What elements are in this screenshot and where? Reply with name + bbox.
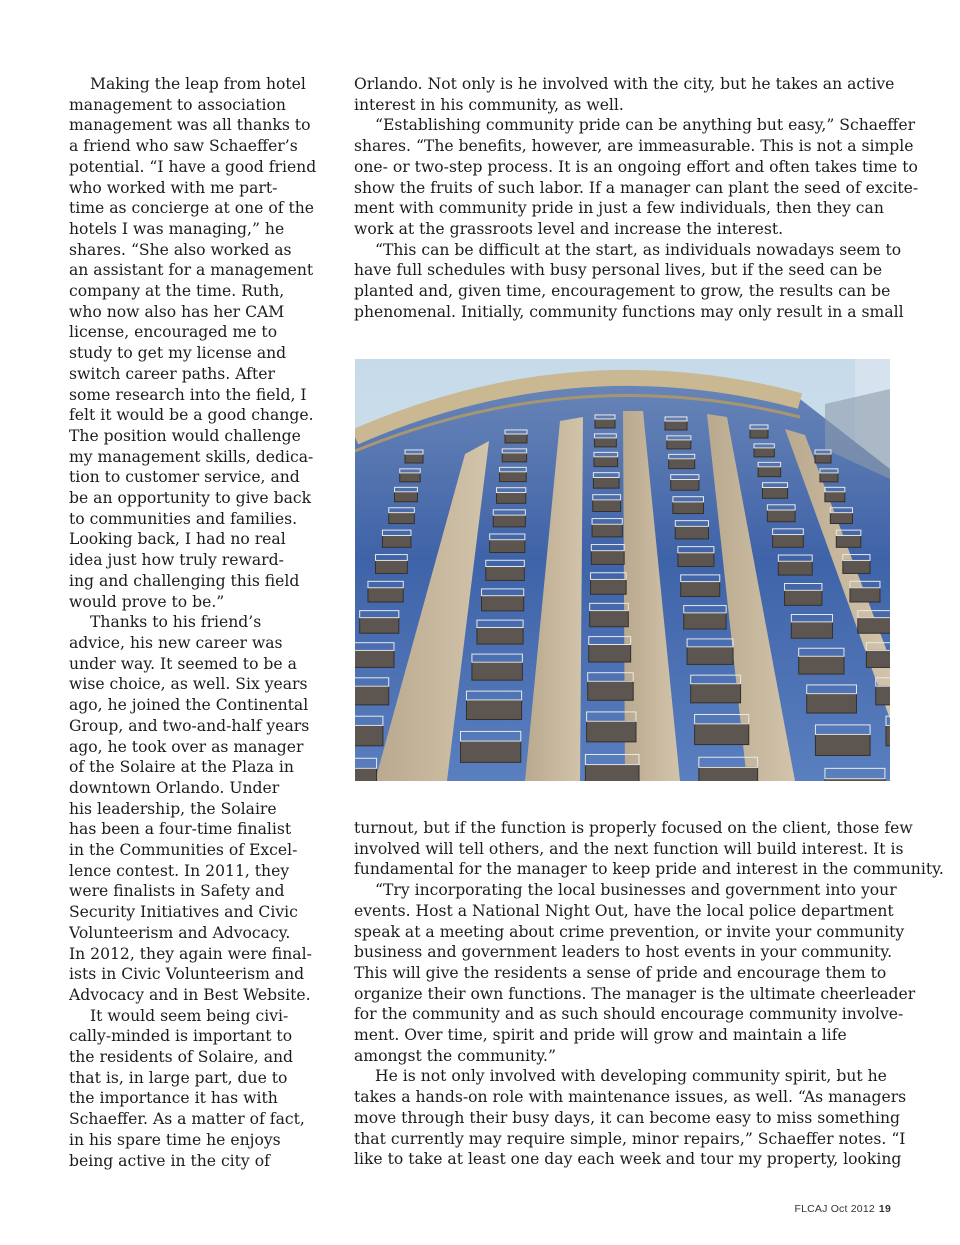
text-line: “Establishing community pride can be anything but easy,” Schaeffer — [375, 116, 916, 135]
text-line: the importance it has with — [69, 1089, 278, 1108]
balcony — [505, 434, 527, 443]
text-line: advice, his new career was — [69, 633, 283, 652]
balcony — [799, 656, 844, 674]
right-column-bottom — [354, 818, 944, 1170]
balcony — [778, 561, 812, 575]
balcony — [405, 454, 423, 463]
balcony — [820, 473, 838, 482]
text-line: ing and challenging this field — [69, 571, 300, 590]
balcony — [490, 540, 525, 553]
balcony — [665, 421, 687, 430]
balcony — [750, 429, 768, 438]
balcony — [497, 493, 526, 504]
text-line: phenomenal. Initially, community functions may only result in a small — [354, 302, 904, 321]
balcony — [699, 767, 758, 781]
text-line: fundamental for the manager to keep pride and interest in the community. — [354, 860, 944, 879]
balcony — [376, 560, 408, 573]
balcony — [791, 622, 832, 638]
text-line: Orlando. Not only is he involved with the city, but he takes an active — [354, 75, 895, 93]
balcony — [669, 459, 695, 469]
text-line: a friend who saw Schaeffer’s — [69, 137, 298, 156]
text-line: move through their busy days, it can become easy to miss something — [354, 1108, 900, 1127]
balcony — [691, 684, 741, 703]
balcony — [355, 650, 394, 667]
balcony — [590, 611, 629, 627]
balcony — [858, 618, 890, 634]
balcony — [886, 725, 890, 745]
text-line: to communities and families. — [69, 509, 298, 528]
paragraph — [69, 1006, 331, 1172]
paragraph — [354, 818, 944, 880]
balcony — [472, 662, 522, 680]
text-line: management was all thanks to — [69, 116, 311, 135]
text-line: who now also has her CAM — [69, 302, 285, 321]
paragraph — [69, 612, 331, 1005]
text-line: “Try incorporating the local businesses and government into your — [375, 881, 897, 900]
paragraph — [354, 74, 895, 115]
balcony — [591, 579, 627, 594]
balcony — [843, 560, 870, 573]
balcony — [594, 438, 616, 447]
balcony — [493, 515, 525, 527]
text-line: He is not only involved with developing community spirit, but he — [375, 1067, 887, 1086]
text-line: The position would challenge — [69, 426, 301, 445]
text-line: show the fruits of such labor. If a manager can plant the seed of excite- — [354, 178, 919, 197]
text-line: turnout, but if the function is properly focused on the client, those few — [354, 819, 913, 837]
balcony — [360, 618, 399, 634]
text-line: ago, he joined the Continental — [69, 696, 309, 715]
balcony — [486, 567, 525, 581]
text-line: wise choice, as well. Six years — [69, 675, 308, 694]
text-line: shares. “She also worked as — [69, 240, 292, 259]
balcony — [767, 510, 795, 522]
text-line: This will give the residents a sense of pride and encourage them to — [354, 963, 887, 982]
text-line: interest in his community, as well. — [354, 95, 624, 114]
balcony — [382, 535, 411, 547]
text-line: It would seem being civi- — [90, 1006, 289, 1025]
text-line: business and government leaders to host events in your community. — [354, 943, 893, 962]
balcony — [684, 613, 726, 629]
text-line: shares. “The benefits, however, are immeasurable. This is not a simple — [354, 137, 914, 156]
page-footer — [794, 1203, 891, 1215]
balcony — [866, 650, 890, 667]
text-line: that is, in large part, due to — [69, 1068, 288, 1087]
text-line: Schaeffer. As a matter of fact, — [69, 1110, 305, 1129]
balcony — [695, 724, 749, 745]
text-line: be an opportunity to give back — [69, 489, 312, 508]
text-line: Advocacy and in Best Website. — [69, 985, 311, 1004]
balcony — [836, 535, 861, 547]
text-line: has been a four-time finalist — [69, 820, 292, 839]
balcony — [773, 535, 804, 548]
text-line: of the Solaire at the Plaza in — [69, 758, 294, 777]
text-line: were finalists in Safety and — [69, 882, 285, 901]
text-line: that currently may require simple, minor repairs,” Schaeffer notes. “I — [354, 1129, 906, 1148]
balcony — [675, 526, 708, 539]
paragraph — [69, 74, 331, 612]
text-line: ment with community pride in just a few individuals, then they can — [354, 199, 884, 218]
text-line: events. Host a National Night Out, have the local police department — [354, 901, 894, 920]
text-line: amongst the community.” — [354, 1046, 556, 1065]
balcony — [595, 419, 615, 428]
text-line: Security Initiatives and Civic — [69, 903, 298, 922]
balcony — [830, 513, 852, 524]
text-line: ists in Civic Volunteerism and — [69, 965, 305, 984]
balcony — [502, 453, 526, 462]
balcony — [389, 513, 415, 524]
text-line: felt it would be a good change. — [69, 406, 314, 425]
balcony — [592, 524, 622, 537]
balcony — [355, 768, 377, 781]
text-line: some research into the field, I — [69, 385, 307, 404]
balcony — [807, 694, 857, 713]
text-line: involved will tell others, and the next function will build interest. It is — [354, 839, 904, 858]
text-line: ment. Over time, spirit and pride will grow and maintain a life — [354, 1026, 847, 1045]
balcony — [687, 647, 733, 665]
text-line: in his spare time he enjoys — [69, 1130, 281, 1149]
text-line: Making the leap from hotel — [90, 75, 306, 93]
balcony — [671, 479, 699, 490]
balcony — [587, 721, 636, 742]
text-line: lence contest. In 2011, they — [69, 861, 290, 880]
text-line: switch career paths. After — [69, 364, 275, 383]
text-line: Looking back, I had no real — [69, 530, 286, 549]
balcony — [461, 741, 521, 762]
balcony — [594, 457, 618, 467]
text-line: company at the time. Ruth, — [69, 282, 285, 301]
balcony — [876, 686, 890, 705]
text-line: planted and, given time, encouragement to grow, the results can be — [354, 282, 891, 301]
text-line: In 2012, they again were final- — [69, 944, 312, 963]
balcony — [815, 454, 831, 463]
text-line: his leadership, the Solaire — [69, 799, 277, 818]
text-line: speak at a meeting about crime prevention, or invite your community — [354, 922, 905, 941]
balcony — [593, 477, 619, 488]
balcony — [758, 467, 781, 477]
balcony — [591, 551, 624, 565]
balcony — [585, 765, 639, 781]
balcony — [754, 448, 774, 457]
text-line: license, encouraged me to — [69, 323, 278, 342]
paragraph — [354, 115, 919, 239]
balcony — [355, 725, 383, 745]
text-line: Group, and two-and-half years — [69, 716, 310, 735]
text-line: would prove to be.” — [69, 592, 225, 611]
text-line: who worked with me part- — [69, 178, 278, 197]
text-line: management to association — [69, 95, 286, 114]
left-column — [69, 74, 331, 1171]
balcony — [850, 588, 880, 602]
text-line: tion to customer service, and — [69, 468, 300, 487]
building-photo — [355, 359, 890, 781]
balcony — [477, 628, 523, 645]
text-line: under way. It seemed to be a — [69, 654, 297, 673]
text-line: time as concierge at one of the — [69, 199, 315, 218]
right-column-top — [354, 74, 919, 322]
text-line: “This can be difficult at the start, as individuals nowadays seem to — [375, 240, 902, 259]
paragraph — [354, 240, 904, 323]
balcony — [785, 590, 822, 605]
text-line: organize their own functions. The manager is the ultimate cheerleader — [354, 984, 916, 1003]
paragraph — [354, 1066, 907, 1170]
text-line: study to get my license and — [69, 344, 287, 363]
balcony — [673, 502, 704, 514]
text-line: downtown Orlando. Under — [69, 778, 280, 797]
text-line: hotels I was managing,” he — [69, 219, 285, 238]
text-line: takes a hands-on role with maintenance issues, as well. “As managers — [354, 1088, 907, 1107]
balcony — [681, 582, 720, 597]
balcony — [589, 644, 631, 662]
balcony — [763, 488, 788, 499]
balcony — [368, 588, 403, 602]
balcony — [825, 492, 845, 502]
balcony — [400, 473, 420, 482]
text-line: potential. “I have a good friend — [69, 157, 317, 176]
text-line: cally-minded is important to — [69, 1027, 293, 1046]
paragraph — [354, 880, 916, 1066]
footer-publication: FLCAJ Oct 2012 — [794, 1203, 875, 1215]
text-line: my management skills, dedica- — [69, 447, 314, 466]
balcony — [678, 553, 714, 567]
balcony — [500, 472, 527, 482]
balcony — [593, 500, 621, 512]
balcony — [466, 700, 521, 720]
balcony — [482, 596, 524, 611]
text-line: the residents of Solaire, and — [69, 1048, 294, 1067]
text-line: like to take at least one day each week and tour my property, looking — [354, 1150, 902, 1169]
text-line: idea just how truly reward- — [69, 551, 284, 570]
balcony — [395, 492, 418, 502]
text-line: have full schedules with busy personal lives, but if the seed can be — [354, 261, 883, 280]
text-line: one- or two-step process. It is an ongoing effort and often takes time to — [354, 157, 918, 176]
balcony — [588, 681, 633, 700]
text-line: Volunteerism and Advocacy. — [69, 923, 291, 942]
balcony — [355, 686, 389, 705]
page-number: 19 — [878, 1203, 891, 1215]
text-line: being active in the city of — [69, 1151, 270, 1170]
balcony — [667, 440, 691, 449]
text-line: work at the grassroots level and increase the interest. — [354, 219, 784, 238]
text-line: Thanks to his friend’s — [90, 613, 262, 632]
text-line: an assistant for a management — [69, 261, 314, 280]
balcony — [815, 734, 870, 755]
text-line: for the community and as such should encourage community involve- — [354, 1005, 904, 1024]
text-line: ago, he took over as manager — [69, 737, 304, 756]
text-line: in the Communities of Excel- — [69, 841, 298, 860]
